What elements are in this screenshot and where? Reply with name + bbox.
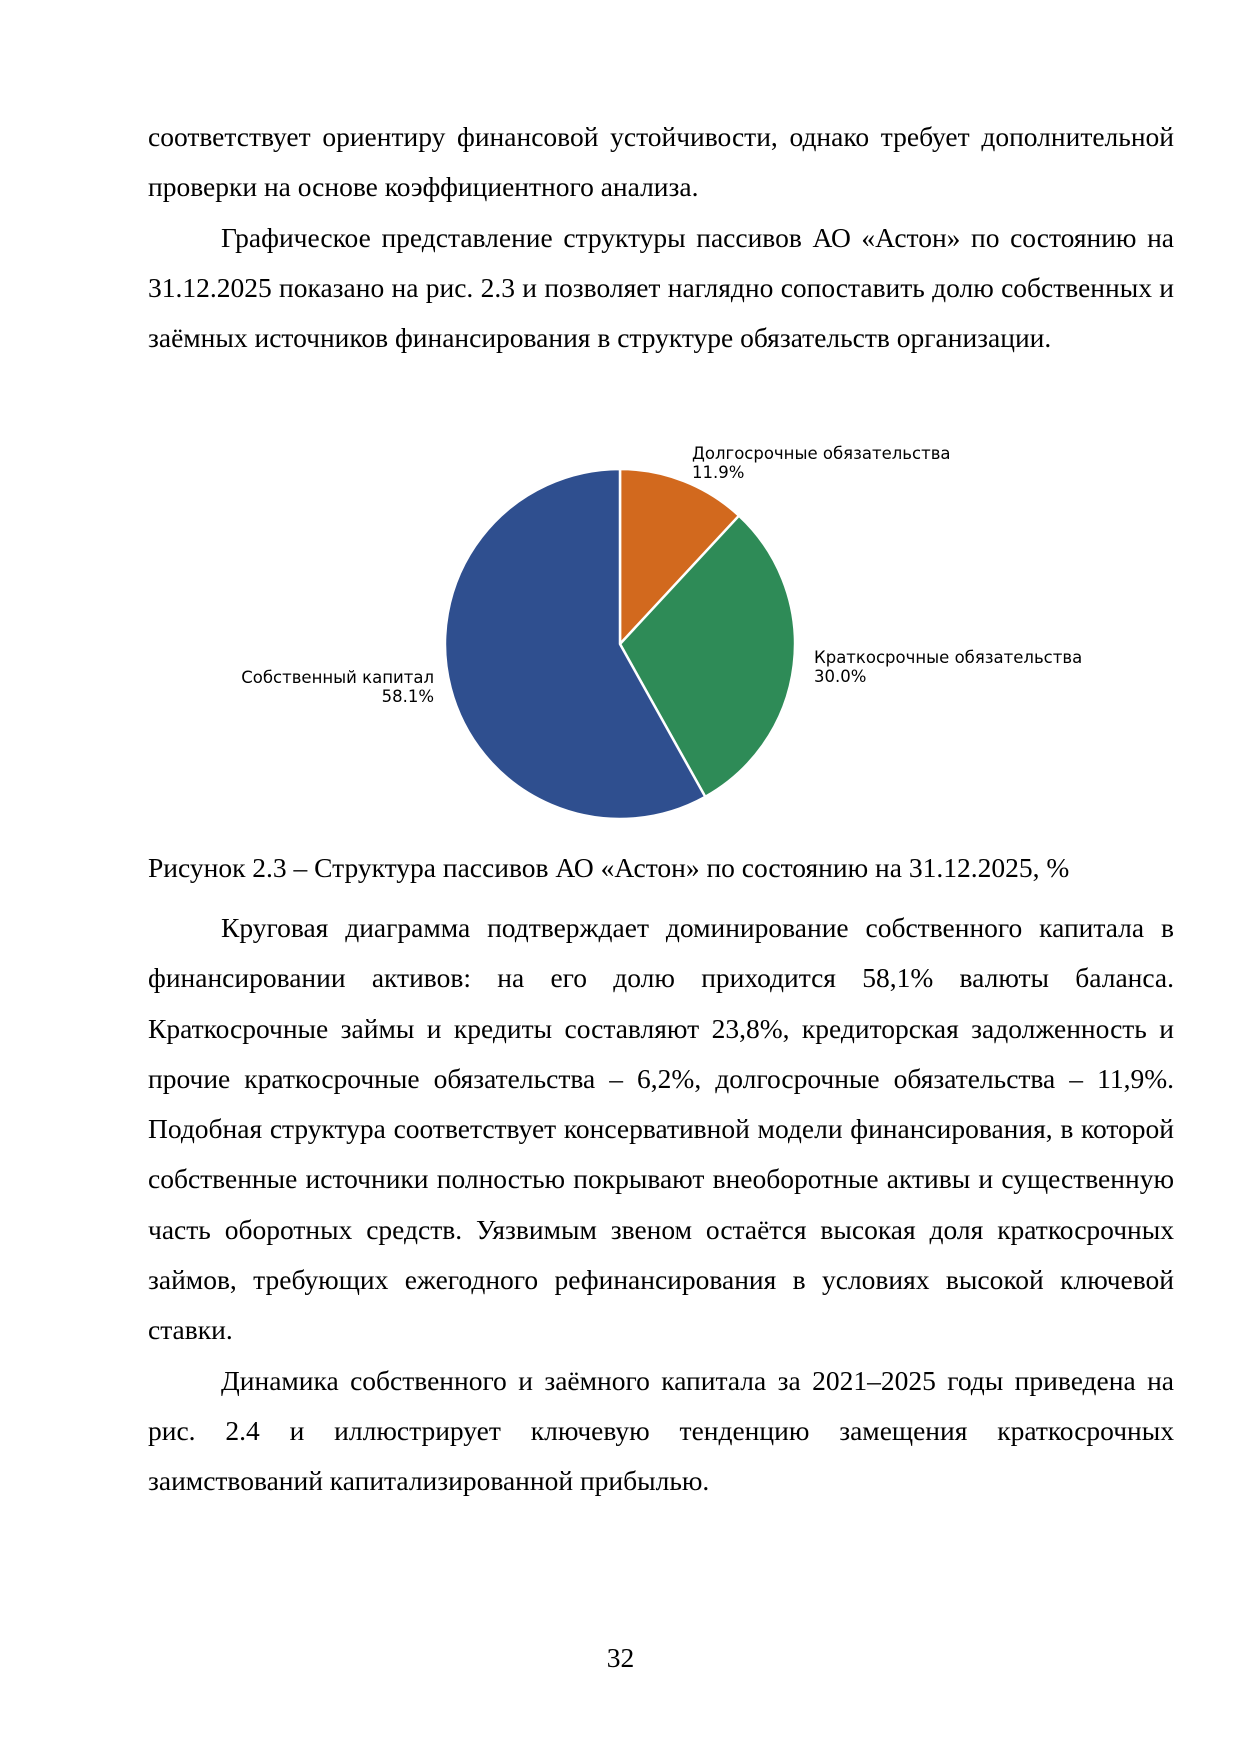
paragraph-continuation: соответствует ориентиру финансовой устойчивости, однако требует дополнительной проверки на основе коэффициентного анализа. [148,121,1174,203]
pie-slice-value-3: 58.1% [381,687,434,706]
pie-slice-name-2: Краткосрочные обязательства [814,648,1083,667]
pie-slice-value-2: 30.0% [814,667,867,686]
pie-chart [148,430,1174,830]
figure-pie-chart [148,430,1174,830]
pie-slices [445,469,795,819]
paragraph-dynamics: Динамика собственного и заёмного капитала за 2021–2025 годы приведена на рис. 2.4 и иллюстрирует ключевую тенденцию замещения краткосрочных заимствований капитализированной прибылью. [148,1364,1174,1497]
text-block-bottom [148,903,1174,1507]
pie-slice-name-1: Долгосрочные обязательства [692,444,951,463]
pie-slice-value-1: 11.9% [692,463,745,482]
text-block-top [148,112,1174,363]
page-number: 32 [606,1642,635,1673]
paragraph-figure-intro: Графическое представление структуры пассивов АО «Астон» по состоянию на 31.12.2025 показано на рис. 2.3 и позволяет наглядно сопоставить долю собственных и заёмных источников финансирования в структуре обязательств организации. [148,221,1174,354]
pie-slice-name-3: Собственный капитал [241,668,434,687]
paragraph-analysis: Круговая диаграмма подтверждает доминирование собственного капитала в финансировании активов: на его долю приходится 58,1% валюты баланса. Краткосрочные займы и кредиты составляют 23,8%, кредиторская задолженность и прочие краткосрочные обязательства – 6,2%, долгосрочные обязательства – 11,9%. Подобная структура соответствует консервативной модели финансирования, в которой собственные источники полностью покрывают внеоборотные активы и существенную часть оборотных средств. Уязвимым звеном остаётся высокая доля краткосрочных займов, требующих ежегодного рефинансирования в условиях высокой ключевой ставки. [148,912,1174,1346]
figure-caption: Рисунок 2.3 – Структура пассивов АО «Астон» по состоянию на 31.12.2025, % [148,852,1070,883]
